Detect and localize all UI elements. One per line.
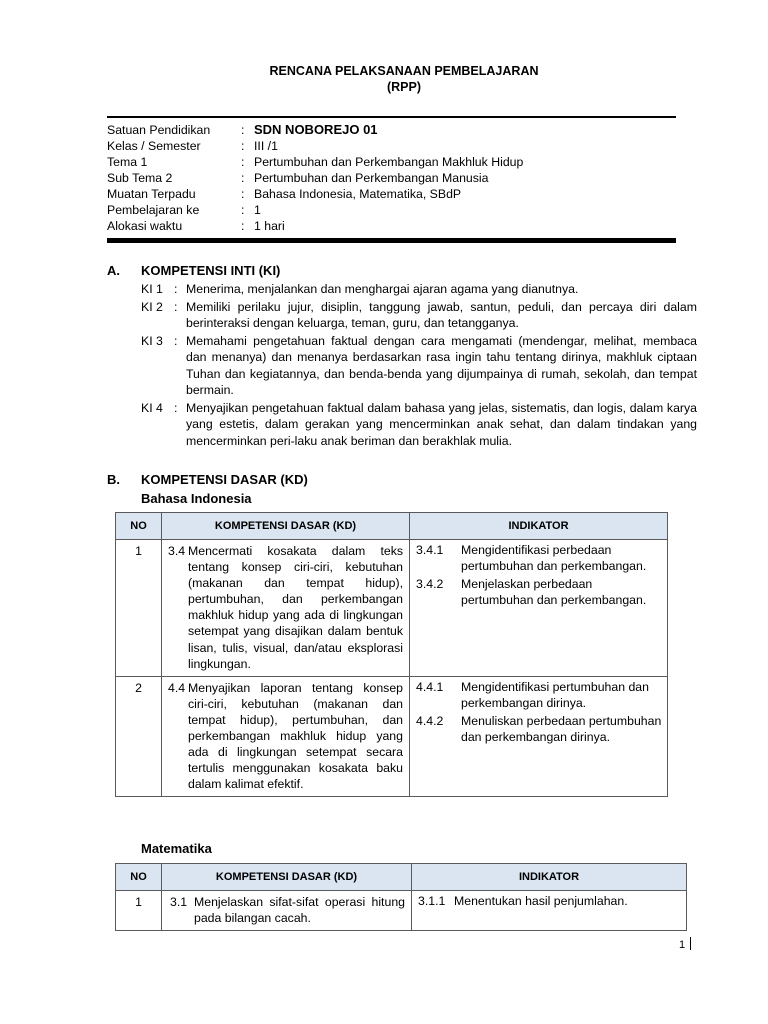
kd-table-matematika: [115, 863, 687, 931]
kd-text: Menjelaskan sifat-sifat operasi hitung pada bilangan cacah.: [194, 895, 405, 926]
column-header-kd: KOMPETENSI DASAR (KD): [162, 513, 410, 540]
document-subtitle: (RPP): [386, 80, 422, 94]
table-row: 1 3.1 Menjelaskan sifat-sifat operasi hitung pada bilangan cacah. 3.1.1 Menentukan hasil penjumlahan.: [116, 891, 687, 931]
page-number: 1: [679, 937, 691, 952]
document-title: RENCANA PELAKSANAAN PEMBELAJARAN: [269, 64, 539, 78]
table-row: 1 3.4 Mencermati kosakata dalam teks tentang konsep ciri-ciri, kebutuhan (makanan dan tempat hidup), pertumbuhan, dan perkembangan makhluk hidup yang ada di lingkungan setempat yang disajikan dalam bentuk lisan, tulis, visual, dan/atau eksplorasi lingkungan. 3.4.1 Mengidentifikasi perbedaan pertumbuhan dan perkembangan. 3.4.2 Menjelaskan perbedaan pertumbuhan dan perkembangan.: [116, 540, 668, 677]
bottom-divider: [107, 238, 676, 243]
kd-text: Mencermati kosakata dalam teks tentang konsep ciri-ciri, kebutuhan (makanan dan tempat hidup), pertumbuhan, dan perkembangan makhluk hidup yang ada di lingkungan setempat yang disajikan dalam bentuk lisan, tulis, visual, dan/atau eksplorasi lingkungan.: [188, 544, 403, 671]
ki-list: [141, 281, 697, 450]
top-divider: [107, 116, 676, 118]
column-header-no: NO: [116, 864, 162, 891]
school-name: SDN NOBOREJO 01: [254, 122, 378, 137]
column-header-kd: KOMPETENSI DASAR (KD): [162, 864, 412, 891]
indicator-item: 4.4.1 Mengidentifikasi pertumbuhan dan perkembangan dirinya.: [416, 679, 649, 710]
kd-text: Menyajikan laporan tentang konsep ciri-ciri, kebutuhan (makanan dan tempat hidup), pertumbuhan, dan perkembangan makhluk hidup yang ada di lingkungan setempat secara tertulis menggunakan kosakata baku dalam kalimat efektif.: [188, 680, 403, 792]
table-row: 2 4.4 Menyajikan laporan tentang konsep ciri-ciri, kebutuhan (makanan dan tempat hidup), pertumbuhan, dan perkembangan makhluk hidup yang ada di lingkungan setempat secara tertulis menggunakan kosakata baku dalam kalimat efektif. 4.4.1 Mengidentifikasi pertumbuhan dan perkembangan dirinya. 4.4.2 Menuliskan perbedaan pertumbuhan dan perkembangan dirinya.: [116, 676, 668, 797]
column-header-no: NO: [116, 513, 162, 540]
subject-heading-bahasa: Bahasa Indonesia: [141, 491, 252, 506]
indicator-item: 4.4.2 Menuliskan perbedaan pertumbuhan dan perkembangan dirinya.: [416, 713, 662, 745]
indicator-item: 3.4.1 Mengidentifikasi perbedaan pertumbuhan dan perkembangan.: [416, 543, 647, 574]
ki-item: KI 1 : Menerima, menjalankan dan menghargai ajaran agama yang dianutnya.: [141, 282, 579, 296]
ki-item: KI 4 : Menyajikan pengetahuan faktual dalam bahasa yang jelas, sistematis, dan logis, dalam karya yang estetis, dalam gerakan yang mencerminkan anak sehat, dan dalam tindakan yang mencerminkan peri-laku anak beriman dan berakhlak mulia.: [141, 400, 697, 448]
indicator-item: 3.1.1 Menentukan hasil penjumlahan.: [418, 894, 628, 908]
column-header-indikator: INDIKATOR: [412, 864, 687, 891]
subject-heading-matematika: Matematika: [141, 841, 212, 856]
page-number-divider: [690, 937, 691, 950]
kd-table-bahasa: [115, 512, 668, 797]
ki-item: KI 3 : Memahami pengetahuan faktual dengan cara mengamati (mendengar, melihat, membaca dan menanya) dan menanya berdasarkan rasa ingin tahu tentang dirinya, makhluk ciptaan Tuhan dan kegiatannya, dan benda-benda yang dijumpainya di rumah, sekolah, dan tempat bermain.: [141, 333, 697, 397]
indicator-item: 3.4.2 Menjelaskan perbedaan pertumbuhan dan perkembangan.: [416, 577, 647, 608]
column-header-indikator: INDIKATOR: [410, 513, 668, 540]
ki-item: KI 2 : Memiliki perilaku jujur, disiplin, tanggung jawab, santun, peduli, dan percaya diri dalam berinteraksi dengan keluarga, teman, guru, dan tetangganya.: [141, 299, 697, 330]
